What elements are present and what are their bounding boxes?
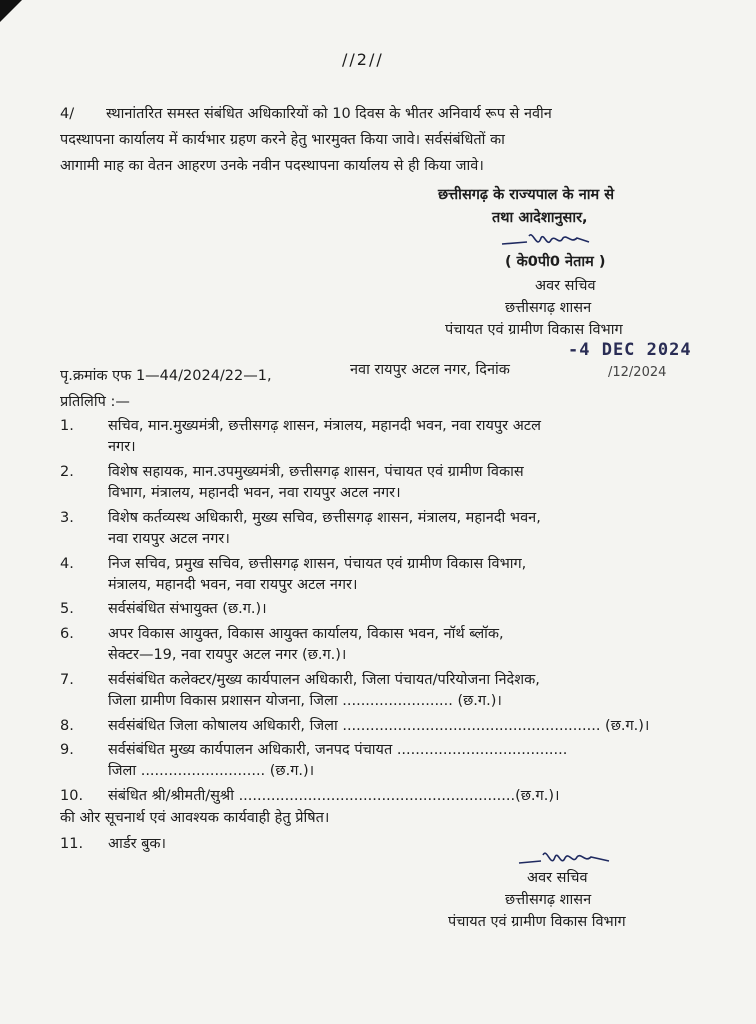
scan-corner-shadow [0, 0, 22, 22]
copy-line: सर्वसंबंधित जिला कोषालय अधिकारी, जिला ........................................................ (छ.ग.)। [108, 718, 650, 734]
date-stamp: -4 DEC 2024 [568, 340, 692, 360]
copy-line: नवा रायपुर अटल नगर। [108, 531, 230, 547]
copy-line: सर्वसंबंधित कलेक्टर/मुख्य कार्यपालन अधिकारी, जिला पंचायत/परियोजना निदेशक, [108, 672, 540, 688]
signatory2-dept: पंचायत एवं ग्रामीण विकास विभाग [448, 914, 626, 930]
signatory-designation: अवर सचिव [535, 278, 596, 294]
copy-line: विभाग, मंत्रालय, महानदी भवन, नवा रायपुर अटल नगर। [108, 485, 401, 501]
copy-num: 4. [60, 556, 74, 572]
copy-line: नगर। [108, 439, 136, 455]
copy-num: 9. [60, 742, 74, 758]
copy-line: सर्वसंबंधित संभायुक्त (छ.ग.)। [108, 601, 267, 617]
authority-line1: छत्तीसगढ़ के राज्यपाल के नाम से [438, 187, 615, 203]
copy-line: संबंधित श्री/श्रीमती/सुश्री ............................................................(छ.ग.)। [108, 788, 560, 804]
signatory-govt: छत्तीसगढ़ शासन [505, 300, 592, 316]
copy-num: 1. [60, 418, 74, 434]
copy-line: सर्वसंबंधित मुख्य कार्यपालन अधिकारी, जनपद पंचायत ..................................... [108, 742, 568, 758]
copy-num: 6. [60, 626, 74, 642]
page-number: //2// [342, 50, 384, 69]
copy-line: अपर विकास आयुक्त, विकास आयुक्त कार्यालय, विकास भवन, नॉर्थ ब्लॉक, [108, 626, 504, 642]
signatory-dept: पंचायत एवं ग्रामीण विकास विभाग [445, 322, 623, 338]
para4-number: 4/ [60, 106, 75, 122]
copy-line: निज सचिव, प्रमुख सचिव, छत्तीसगढ़ शासन, पंचायत एवं ग्रामीण विकास विभाग, [108, 556, 527, 572]
signatory2-govt: छत्तीसगढ़ शासन [505, 892, 592, 908]
copy-num: 2. [60, 464, 74, 480]
signatory-name: ( के0पी0 नेताम ) [505, 254, 606, 270]
copy-num: 7. [60, 672, 74, 688]
copy-num: 3. [60, 510, 74, 526]
para4-line3: आगामी माह का वेतन आहरण उनके नवीन पदस्थापना कार्यालय से ही किया जावे। [60, 158, 484, 174]
copy-line: जिला ग्रामीण विकास प्रशासन योजना, जिला ........................ (छ.ग.)। [108, 693, 502, 709]
forward-note: की ओर सूचनार्थ एवं आवश्यक कार्यवाही हेतु प्रेषित। [60, 810, 330, 826]
item11-number: 11. [60, 836, 84, 852]
signatory2-designation: अवर सचिव [527, 870, 588, 886]
copy-num: 8. [60, 718, 74, 734]
item11-text: आर्डर बुक। [108, 836, 167, 852]
copy-line: मंत्रालय, महानदी भवन, नवा रायपुर अटल नगर। [108, 577, 358, 593]
copy-num: 5. [60, 601, 74, 617]
memo-place: नवा रायपुर अटल नगर, दिनांक [350, 362, 510, 378]
memo-number: पृ.क्रमांक एफ 1—44/2024/22—1, [60, 368, 272, 384]
copy-line: विशेष सहायक, मान.उपमुख्यमंत्री, छत्तीसगढ़ शासन, पंचायत एवं ग्रामीण विकास [108, 464, 524, 480]
authority-line2: तथा आदेशानुसार, [492, 210, 588, 226]
copy-line: जिला ........................... (छ.ग.)। [108, 763, 315, 779]
copy-heading: प्रतिलिपि :— [60, 394, 130, 410]
copy-num: 10. [60, 788, 84, 804]
para4-line1: स्थानांतरित समस्त संबंधित अधिकारियों को 10 दिवस के भीतर अनिवार्य रूप से नवीन [106, 106, 552, 122]
para4-line2: पदस्थापना कार्यालय में कार्यभार ग्रहण करने हेतु भारमुक्त किया जावे। सर्वसंबंधितों का [60, 132, 505, 148]
copy-line: सचिव, मान.मुख्यमंत्री, छत्तीसगढ़ शासन, मंत्रालय, महानदी भवन, नवा रायपुर अटल [108, 418, 541, 434]
memo-date-printed: /12/2024 [608, 365, 667, 380]
copy-line: सेक्टर—19, नवा रायपुर अटल नगर (छ.ग.)। [108, 647, 347, 663]
copy-line: विशेष कर्तव्यस्थ अधिकारी, मुख्य सचिव, छत्तीसगढ़ शासन, मंत्रालय, महानदी भवन, [108, 510, 541, 526]
